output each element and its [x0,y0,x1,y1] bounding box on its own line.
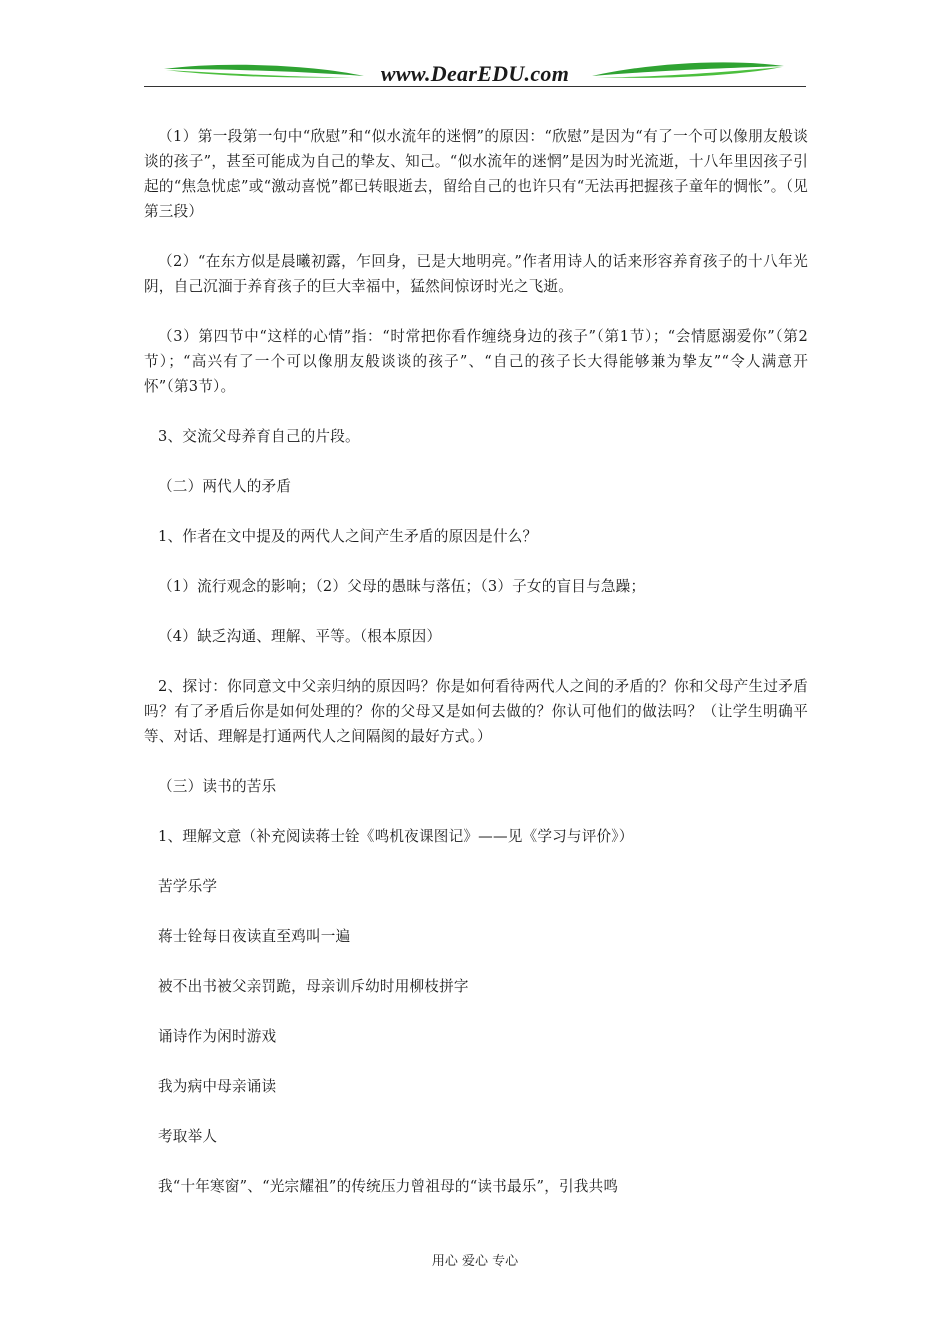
section-heading-3: （三）读书的苦乐 [158,778,277,795]
paragraph-13: 蒋士铨每日夜读直至鸡叫一遍 [158,928,351,945]
paragraph-15: 诵诗作为闲时游戏 [158,1028,277,1045]
header-rule [144,86,806,87]
paragraph-7: （1）流行观念的影响；（2）父母的愚昧与落伍；（3）子女的盲目与急躁； [158,578,646,595]
paragraph-16: 我为病中母亲诵读 [158,1078,277,1095]
paragraph-14: 被不出书被父亲罚跪，母亲训斥幼时用柳枝拼字 [158,978,469,995]
document-body [144,120,808,1199]
paragraph-3: （3）第四节中“这样的心情”指：“时常把你看作缠绕身边的孩子”（第1节）；“会情愿溺爱你”（第2节）；“高兴有了一个可以像朋友般谈谈的孩子”、“自己的孩子长大得能够兼为挚友”“令人满意开怀”（第3节）。 [144,328,808,395]
paragraph-9: 2、探讨：你同意文中父亲归纳的原因吗？你是如何看待两代人之间的矛盾的？你和父母产生过矛盾吗？有了矛盾后你是如何处理的？你的父母又是如何去做的？你认可他们的做法吗？（让学生明确平等、对话、理解是打通两代人之间隔阂的最好方式。） [144,678,808,745]
paragraph-6: 1、作者在文中提及的两代人之间产生矛盾的原因是什么？ [158,528,538,545]
paragraph-18: 我“十年寒窗”、“光宗耀祖”的传统压力曾祖母的“读书最乐”，引我共鸣 [158,1178,619,1195]
paragraph-1: （1）第一段第一句中“欣慰”和“似水流年的迷惘”的原因：“欣慰”是因为“有了一个可以像朋友般谈谈的孩子”，甚至可能成为自己的挚友、知己。“似水流年的迷惘”是因为时光流逝，十八年里因孩子引起的“焦急忧虑”或“激动喜悦”都已转眼逝去，留给自己的也许只有“无法再把握孩子童年的惆怅”。（见第三段） [144,128,808,220]
paragraph-2: （2）“在东方似是晨曦初露，乍回身，已是大地明亮。”作者用诗人的话来形容养育孩子的十八年光阴，自己沉湎于养育孩子的巨大幸福中，猛然间惊讶时光之飞逝。 [144,253,808,295]
page-header [144,56,806,92]
page-footer: 用心 爱心 专心 [431,1254,519,1269]
paragraph-12: 苦学乐学 [158,878,218,895]
section-heading-2: （二）两代人的矛盾 [158,478,292,495]
paragraph-11: 1、理解文意（补充阅读蒋士铨《鸣机夜课图记》——见《学习与评价》） [158,828,634,845]
paragraph-4: 3、交流父母养育自己的片段。 [158,428,360,445]
paragraph-8: （4）缺乏沟通、理解、平等。（根本原因） [158,628,442,645]
paragraph-17: 考取举人 [158,1128,218,1145]
site-logo-text: www.DearEDU.com [380,61,570,86]
